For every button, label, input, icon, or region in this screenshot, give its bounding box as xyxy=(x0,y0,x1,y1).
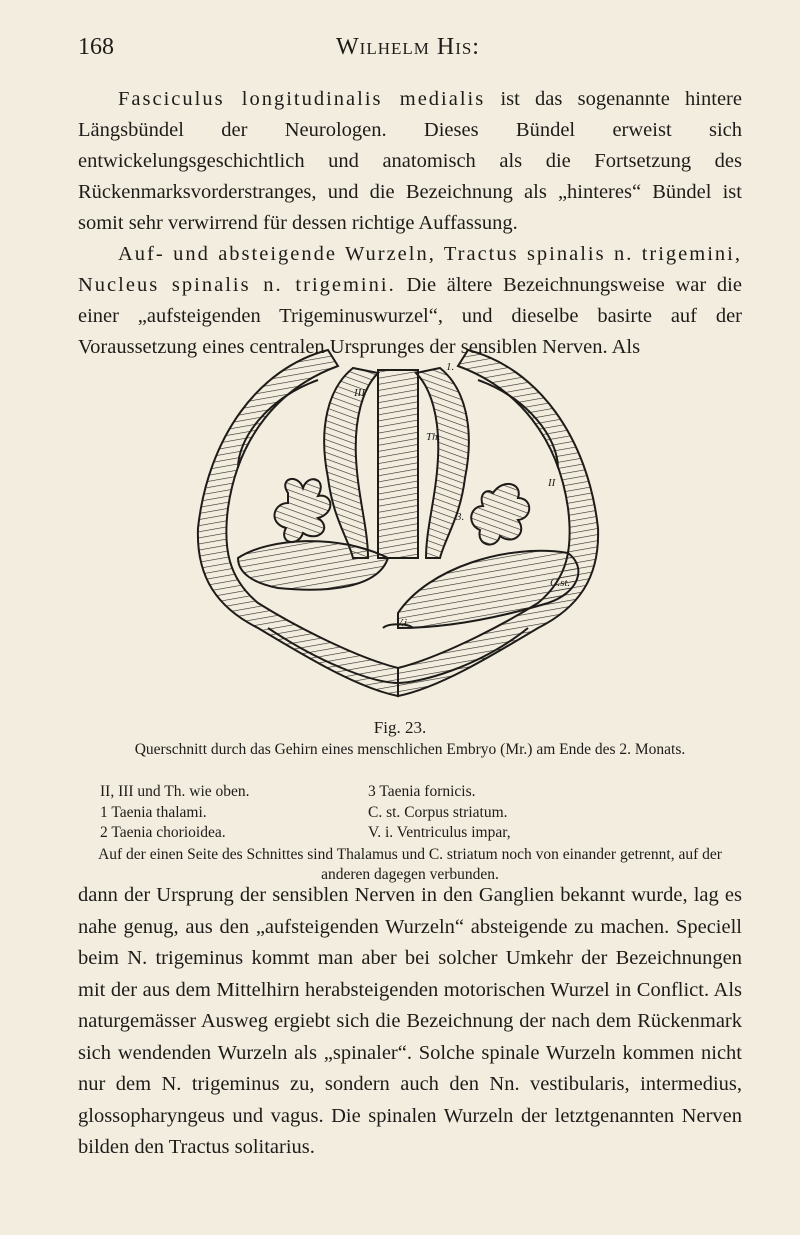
top-text xyxy=(78,84,742,363)
legend-text: Ventriculus impar, xyxy=(393,824,511,841)
label-two-roman: II xyxy=(548,477,556,489)
legend-item xyxy=(368,823,511,844)
legend-item xyxy=(368,782,511,803)
legend-text: wie oben. xyxy=(185,783,250,800)
paragraph-term: Auf- und absteigende Wurzeln, Tractus spinalis n. trigemini, Nucleus spinalis n. trigemini. xyxy=(78,243,742,296)
legend-text: Corpus striatum. xyxy=(400,803,508,821)
figure-note: Auf der einen Seite des Schnittes sind Thalamus und C. striatum noch von einander getrennt, auf der anderen dagegen verbunden. xyxy=(98,846,722,883)
paragraph-fasciculus xyxy=(78,84,742,239)
legend-item xyxy=(100,803,250,824)
figure-caption: Querschnitt durch das Gehirn eines menschlichen Embryo (Mr.) am Ende des 2. Monats. xyxy=(134,741,686,758)
legend-key: C. st. xyxy=(368,803,401,821)
paragraph-continued: dann der Ursprung der sensiblen Nerven in den Ganglien bekannt wurde, lag es nahe genug, aus den „aufsteigenden Wurzeln“ absteigende zu machen. Speciell beim N. trigeminus kommt man aber bei solcher Umkehr der Bezeichnungen mit der aus dem Mittelhirn herabsteigenden motorischen Wurzel in Conflict. Als naturgemässer Ausweg ergiebt sich die Bezeichnung der nach dem Rückenmark sich wendenden Wurzeln als „spinaler“. Solche spinale Wurzeln kommen nicht nur dem N. trigeminus zu, sondern auch den Nn. vestibularis, intermedius, glossopharyngeus und vagus. Die spinalen Wurzeln der letztgenannten Nerven bilden den Tractus solitarius. xyxy=(78,884,742,1158)
legend-text: Taenia chorioidea. xyxy=(107,824,226,841)
brain-section-figure xyxy=(178,328,618,718)
legend-key: 1 xyxy=(100,803,108,821)
paragraph-term: Fasciculus longitudinalis medialis xyxy=(118,88,486,110)
legend-key: II, III und Th. xyxy=(100,783,186,800)
brain-section-drawing xyxy=(178,328,618,718)
figure-number: Fig. 23. xyxy=(373,718,427,737)
legend-item xyxy=(368,803,511,824)
legend-item xyxy=(100,823,250,844)
legend-left-column xyxy=(100,782,250,844)
legend-key: V. i. xyxy=(368,824,394,841)
legend-text: Taenia fornicis. xyxy=(375,783,476,800)
label-three: 3. xyxy=(456,511,465,523)
label-vi: V.i. xyxy=(396,617,410,629)
legend-key: 3 xyxy=(368,783,376,800)
legend-text: Taenia thalami. xyxy=(107,803,207,821)
legend-right-column xyxy=(368,782,511,844)
page-header xyxy=(78,34,738,68)
paragraph-body: Die ältere Bezeichnungsweise war die einer „aufsteigenden Trigeminuswurzel“, und dieselbe basirte auf der Voraussetzung eines centralen Ursprunges der sensiblen Nerven. Als xyxy=(78,274,742,358)
bottom-text xyxy=(78,880,742,1164)
label-cst: C.st. xyxy=(550,577,571,589)
running-head: Wilhelm His: xyxy=(336,34,480,60)
label-three-roman: III xyxy=(354,387,365,399)
legend-key: 2 xyxy=(100,824,108,841)
legend-item xyxy=(100,782,250,803)
label-one: 1. xyxy=(446,361,455,373)
page-number: 168 xyxy=(78,34,114,60)
paragraph-body: ist das sogenannte hintere Längsbündel der Neurologen. Dieses Bündel erweist sich entwickelungsgeschichtlich und anatomisch als die Fortsetzung des Rückenmarksvorderstranges, und die Bezeichnung als „hinteres“ Bündel ist somit sehr verwirrend für dessen richtige Auffassung. xyxy=(78,88,742,234)
label-th: Th. xyxy=(426,431,441,443)
